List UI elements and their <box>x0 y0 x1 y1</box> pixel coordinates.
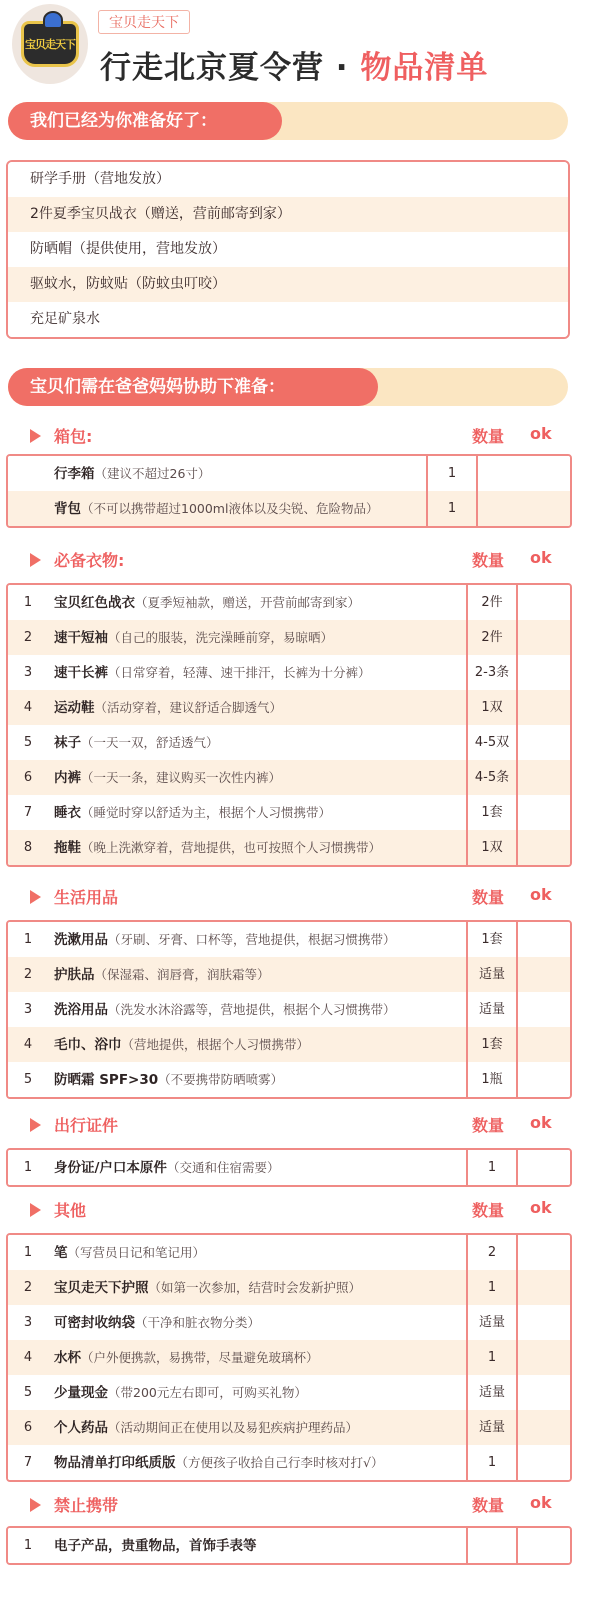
item-name: 身份证/户口本原件 <box>54 1160 167 1176</box>
row-number: 2 <box>23 630 33 645</box>
ok-checkbox[interactable] <box>516 830 570 865</box>
quantity-column-header: 数量 <box>472 551 505 570</box>
item-quantity: 适量 <box>466 1410 516 1445</box>
item-note: （写营员日记和笔记用） <box>67 1245 206 1260</box>
item-note: （带200元左右即可，可购买礼物） <box>108 1385 307 1400</box>
item-quantity: 1 <box>466 1445 516 1480</box>
item-note: （一天一条，建议购买一次性内裤） <box>81 770 282 785</box>
table-row <box>8 1340 570 1375</box>
table-row <box>8 585 570 620</box>
provided-item: 驱蚊水，防蚊贴（防蚊虫叮咬） <box>8 267 568 302</box>
row-number: 2 <box>23 967 33 982</box>
provided-item: 研学手册（营地发放） <box>8 162 568 197</box>
ok-checkbox[interactable] <box>516 1375 570 1410</box>
item-quantity: 适量 <box>466 957 516 992</box>
ok-checkbox[interactable] <box>476 491 570 526</box>
table-row <box>8 620 570 655</box>
item-name: 个人药品 <box>54 1420 108 1436</box>
row-number: 6 <box>23 1420 33 1435</box>
ok-checkbox[interactable] <box>516 760 570 795</box>
row-number: 5 <box>23 735 33 750</box>
table-row <box>8 1528 570 1563</box>
ok-checkbox[interactable] <box>516 1270 570 1305</box>
item-note: （户外便携款，易携带，尽量避免玻璃杯） <box>81 1350 319 1365</box>
play-arrow-icon <box>30 1498 41 1512</box>
ok-column-header: ok <box>530 548 552 567</box>
page-title <box>100 42 488 87</box>
page-title-accent: 物品清单 <box>360 50 489 86</box>
item-name: 速干长裤 <box>54 665 108 681</box>
item-name: 宝贝走天下护照 <box>54 1280 149 1296</box>
ok-column-header: ok <box>530 1198 552 1217</box>
table-row <box>8 1235 570 1270</box>
play-arrow-icon <box>30 553 41 567</box>
prepare-banner-label: 宝贝们需在爸爸妈妈协助下准备： <box>8 368 378 406</box>
quantity-column-header: 数量 <box>472 888 505 907</box>
item-name: 睡衣 <box>54 805 81 821</box>
play-arrow-icon <box>30 1203 41 1217</box>
item-name: 物品清单打印纸质版 <box>54 1455 176 1471</box>
item-note: （活动期间正在使用以及易犯疾病护理药品） <box>108 1420 359 1435</box>
checklist-table <box>6 920 572 1099</box>
provided-items-list <box>6 160 570 339</box>
item-quantity: 1 <box>466 1270 516 1305</box>
ok-column-header: ok <box>530 1493 552 1512</box>
row-number: 3 <box>23 1002 33 1017</box>
prepare-banner <box>8 368 568 406</box>
section-header <box>30 885 570 911</box>
row-number: 7 <box>23 1455 33 1470</box>
table-row <box>8 1270 570 1305</box>
table-row <box>8 795 570 830</box>
checklist-table <box>6 1148 572 1187</box>
item-name: 电子产品，贵重物品，首饰手表等 <box>54 1538 257 1554</box>
item-note: （自己的服装，洗完澡睡前穿，易晾晒） <box>108 630 334 645</box>
brand-logo <box>12 4 88 84</box>
item-name: 可密封收纳袋 <box>54 1315 135 1331</box>
ok-checkbox[interactable] <box>516 1027 570 1062</box>
row-number: 1 <box>23 932 33 947</box>
row-number: 5 <box>23 1385 33 1400</box>
item-name: 毛巾、浴巾 <box>54 1037 122 1053</box>
checklist-table <box>6 583 572 867</box>
item-quantity: 1套 <box>466 1027 516 1062</box>
ok-checkbox[interactable] <box>516 1445 570 1480</box>
ok-checkbox[interactable] <box>516 1340 570 1375</box>
table-row <box>8 957 570 992</box>
table-row <box>8 1410 570 1445</box>
checklist-table <box>6 454 572 528</box>
section-title: 出行证件 <box>54 1116 119 1135</box>
provided-banner-label: 我们已经为你准备好了： <box>8 102 282 140</box>
table-row <box>8 922 570 957</box>
row-number: 3 <box>23 665 33 680</box>
table-row <box>8 690 570 725</box>
section-title: 生活用品 <box>54 888 119 907</box>
row-number: 6 <box>23 770 33 785</box>
row-number: 4 <box>23 1350 33 1365</box>
item-note: （营地提供，根据个人习惯携带） <box>121 1037 310 1052</box>
row-number: 5 <box>23 1072 33 1087</box>
item-note: （牙刷、牙膏、口杯等，营地提供，根据习惯携带） <box>108 932 396 947</box>
item-name: 洗漱用品 <box>54 932 108 948</box>
quantity-column-header: 数量 <box>472 1201 505 1220</box>
provided-item: 2件夏季宝贝战衣（赠送，营前邮寄到家） <box>8 197 568 232</box>
item-quantity: 1 <box>426 491 476 526</box>
item-name: 笔 <box>54 1245 68 1261</box>
item-quantity: 1套 <box>466 795 516 830</box>
ok-checkbox[interactable] <box>516 1305 570 1340</box>
item-quantity: 适量 <box>466 1305 516 1340</box>
section-header <box>30 1493 570 1519</box>
item-note: （保湿霜、润唇膏，润肤霜等） <box>94 967 270 982</box>
item-note: （交通和住宿需要） <box>166 1160 280 1175</box>
table-row <box>8 1375 570 1410</box>
item-note: （晚上洗漱穿着，营地提供，也可按照个人习惯携带） <box>81 840 382 855</box>
item-quantity: 2 <box>466 1235 516 1270</box>
table-row <box>8 760 570 795</box>
item-quantity: 1瓶 <box>466 1062 516 1097</box>
section-title: 禁止携带 <box>54 1496 119 1515</box>
section-header <box>30 1113 570 1139</box>
item-note: （夏季短袖款，赠送，开营前邮寄到家） <box>135 595 361 610</box>
checklist-table <box>6 1233 572 1482</box>
ok-checkbox[interactable] <box>516 922 570 957</box>
item-name: 袜子 <box>54 735 81 751</box>
ok-checkbox[interactable] <box>516 1150 570 1185</box>
section-header <box>30 548 570 574</box>
ok-checkbox[interactable] <box>516 992 570 1027</box>
table-row <box>8 1027 570 1062</box>
ok-checkbox[interactable] <box>516 620 570 655</box>
logo-text: 宝贝走天下 <box>25 38 75 51</box>
item-note: （干净和脏衣物分类） <box>135 1315 261 1330</box>
table-row <box>8 1150 570 1185</box>
item-name: 拖鞋 <box>54 840 81 856</box>
section-header <box>30 424 570 450</box>
item-quantity: 1 <box>426 456 476 491</box>
page-title-main: 行走北京夏令营 · <box>100 50 349 86</box>
table-row <box>8 1445 570 1480</box>
quantity-column-header: 数量 <box>472 1496 505 1515</box>
provided-item: 充足矿泉水 <box>8 302 568 337</box>
row-number: 2 <box>23 1280 33 1295</box>
item-name: 行李箱 <box>54 466 95 482</box>
section-title: 箱包: <box>54 427 93 446</box>
item-note: （不可以携带超过1000ml液体以及尖锐、危险物品） <box>81 501 379 516</box>
item-quantity <box>466 1528 516 1563</box>
ok-checkbox[interactable] <box>516 1410 570 1445</box>
ok-checkbox[interactable] <box>516 957 570 992</box>
ok-checkbox[interactable] <box>516 1062 570 1097</box>
item-note: （如第一次参加，结营时会发新护照） <box>148 1280 362 1295</box>
ok-column-header: ok <box>530 1113 552 1132</box>
item-note: （洗发水沐浴露等，营地提供，根据个人习惯携带） <box>108 1002 396 1017</box>
checklist-table <box>6 1526 572 1565</box>
item-quantity: 1 <box>466 1150 516 1185</box>
item-note: （睡觉时穿以舒适为主，根据个人习惯携带） <box>81 805 332 820</box>
ok-checkbox[interactable] <box>516 725 570 760</box>
item-name: 防晒霜 SPF>30 <box>54 1072 159 1088</box>
ok-checkbox[interactable] <box>516 585 570 620</box>
row-number: 8 <box>23 840 33 855</box>
item-name: 洗浴用品 <box>54 1002 108 1018</box>
play-arrow-icon <box>30 1118 41 1132</box>
row-number: 1 <box>23 1245 33 1260</box>
section-title: 其他 <box>54 1201 87 1220</box>
item-note: （不要携带防晒喷雾） <box>158 1072 284 1087</box>
item-note: （方便孩子收拾自己行李时核对打√） <box>175 1455 384 1470</box>
item-quantity: 4-5双 <box>466 725 516 760</box>
ok-checkbox[interactable] <box>516 1235 570 1270</box>
row-number: 1 <box>23 1538 33 1553</box>
item-note: （活动穿着，建议舒适合脚透气） <box>94 700 283 715</box>
item-quantity: 2件 <box>466 620 516 655</box>
ok-checkbox[interactable] <box>516 655 570 690</box>
row-number: 7 <box>23 805 33 820</box>
table-row <box>8 992 570 1027</box>
provided-item: 防晒帽（提供使用，营地发放） <box>8 232 568 267</box>
logo-badge-icon <box>21 21 79 67</box>
ok-column-header: ok <box>530 424 552 443</box>
item-name: 速干短袖 <box>54 630 108 646</box>
ok-checkbox[interactable] <box>516 690 570 725</box>
ok-checkbox[interactable] <box>476 456 570 491</box>
table-row <box>8 491 570 526</box>
row-number: 4 <box>23 700 33 715</box>
play-arrow-icon <box>30 890 41 904</box>
item-quantity: 适量 <box>466 992 516 1027</box>
table-row <box>8 1305 570 1340</box>
section-title: 必备衣物: <box>54 551 125 570</box>
provided-banner <box>8 102 568 140</box>
ok-checkbox[interactable] <box>516 795 570 830</box>
item-quantity: 适量 <box>466 1375 516 1410</box>
row-number: 4 <box>23 1037 33 1052</box>
row-number: 1 <box>23 595 33 610</box>
table-row <box>8 725 570 760</box>
table-row <box>8 456 570 491</box>
item-quantity: 4-5条 <box>466 760 516 795</box>
table-row <box>8 655 570 690</box>
row-number: 3 <box>23 1315 33 1330</box>
item-name: 护肤品 <box>54 967 95 983</box>
item-quantity: 1双 <box>466 690 516 725</box>
page-header <box>0 0 600 96</box>
item-note: （日常穿着，轻薄、速干排汗，长裤为十分裤） <box>108 665 371 680</box>
table-row <box>8 830 570 865</box>
quantity-column-header: 数量 <box>472 427 505 446</box>
item-quantity: 1双 <box>466 830 516 865</box>
item-name: 少量现金 <box>54 1385 108 1401</box>
row-number: 1 <box>23 1160 33 1175</box>
item-name: 运动鞋 <box>54 700 95 716</box>
item-name: 水杯 <box>54 1350 81 1366</box>
item-note: （一天一双，舒适透气） <box>81 735 219 750</box>
ok-column-header: ok <box>530 885 552 904</box>
item-name: 背包 <box>54 501 81 517</box>
item-quantity: 2-3条 <box>466 655 516 690</box>
ok-checkbox[interactable] <box>516 1528 570 1563</box>
item-quantity: 1 <box>466 1340 516 1375</box>
quantity-column-header: 数量 <box>472 1116 505 1135</box>
section-header <box>30 1198 570 1224</box>
table-row <box>8 1062 570 1097</box>
item-quantity: 2件 <box>466 585 516 620</box>
item-name: 内裤 <box>54 770 81 786</box>
item-note: （建议不超过26寸） <box>94 466 211 481</box>
item-name: 宝贝红色战衣 <box>54 595 135 611</box>
brand-tag: 宝贝走天下 <box>98 10 190 34</box>
play-arrow-icon <box>30 429 41 443</box>
item-quantity: 1套 <box>466 922 516 957</box>
